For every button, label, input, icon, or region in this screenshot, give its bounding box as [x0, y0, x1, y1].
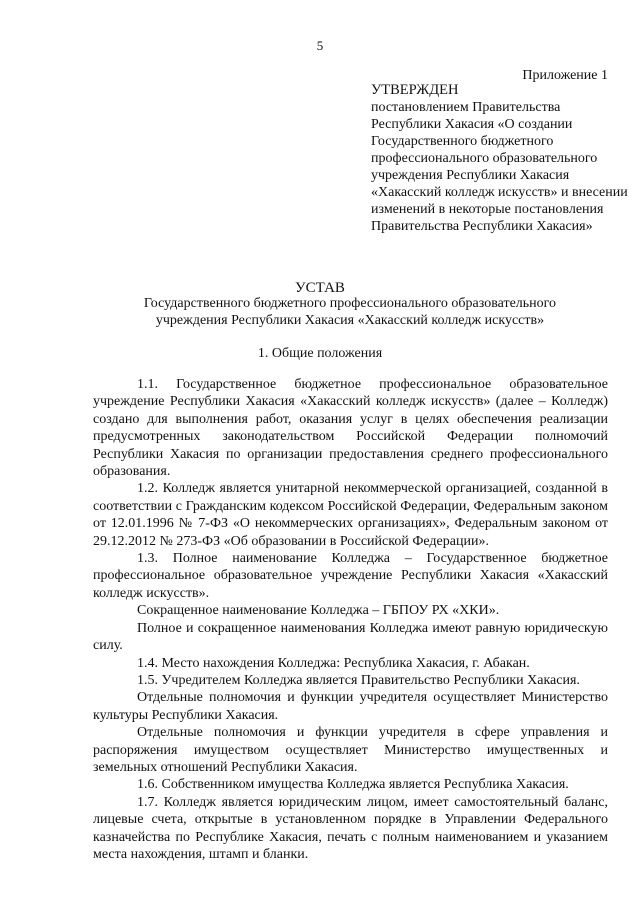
document-title: УСТАВ: [295, 280, 345, 296]
paragraph: 1.3. Полное наименование Колледжа – Государственное бюджетное профессиональное образовательное учреждение Республики Хакасия «Хакасский колледж искусств».: [93, 551, 608, 601]
paragraph: 1.1. Государственное бюджетное профессиональное образовательное учреждение Республики Хакасия «Хакасский колледж искусств» (далее – Колледж) создано для выполнения работ, оказания услуг в целях обеспечения реализации предусмотренных законодательством Российской Федерации полномочий Республики Хакасия по организации предоставления среднего профессионального образования.: [93, 377, 608, 480]
document-subtitle: Государственного бюджетного профессионального образовательного учреждения Республики Хакасия «Хакасский колледж искусств»: [143, 296, 557, 328]
paragraph: Сокращенное наименование Колледжа – ГБПОУ РХ «ХКИ».: [137, 603, 500, 619]
paragraph: Отдельные полномочия и функции учредителя в сфере управления и распоряжения имуществом осуществляет Министерство имущественных и земельных отношений Республики Хакасия.: [93, 725, 608, 775]
document-body: [93, 376, 608, 863]
paragraph: 1.5. Учредителем Колледжа является Правительство Республики Хакасия.: [137, 672, 580, 688]
section-heading: 1. Общие положения: [257, 346, 383, 361]
paragraph: 1.4. Место нахождения Колледжа: Республика Хакасия, г. Абакан.: [137, 655, 530, 671]
paragraph: 1.2. Колледж является унитарной некоммерческой организацией, созданной в соответствии с Гражданским кодексом Российской Федерации, Федеральным законом от 12.01.1996 № 7-ФЗ «О некоммерческих организациях», Федеральным законом от 29.12.2012 № 273-ФЗ «Об образовании в Российской Федерации».: [93, 481, 608, 549]
paragraph: Отдельные полномочия и функции учредителя осуществляет Министерство культуры Республики Хакасия.: [93, 690, 608, 723]
paragraph: 1.6. Собственником имущества Колледжа является Республика Хакасия.: [137, 777, 569, 793]
approval-text: постановлением Правительства Республики Хакасия «О создании Государственного бюджетного профессионального образовательного учреждения Республики Хакасия «Хакасский колледж искусств» и внесении изменений в некоторые постановления Правительства Республики Хакасия»: [371, 100, 628, 234]
appendix-label: Приложение 1: [522, 68, 608, 83]
paragraph: Полное и сокращенное наименования Колледжа имеют равную юридическую силу.: [93, 620, 608, 654]
paragraph: 1.7. Колледж является юридическим лицом, имеет самостоятельный баланс, лицевые счета, открытые в установленном порядке в Управлении Федерального казначейства по Республике Хакасия, печать с полным наименованием и указанием места нахождения, штамп и бланки.: [93, 794, 608, 862]
page-number: 5: [316, 38, 324, 53]
approval-heading: УТВЕРЖДЕН: [371, 82, 459, 98]
approval-block: [371, 82, 631, 235]
